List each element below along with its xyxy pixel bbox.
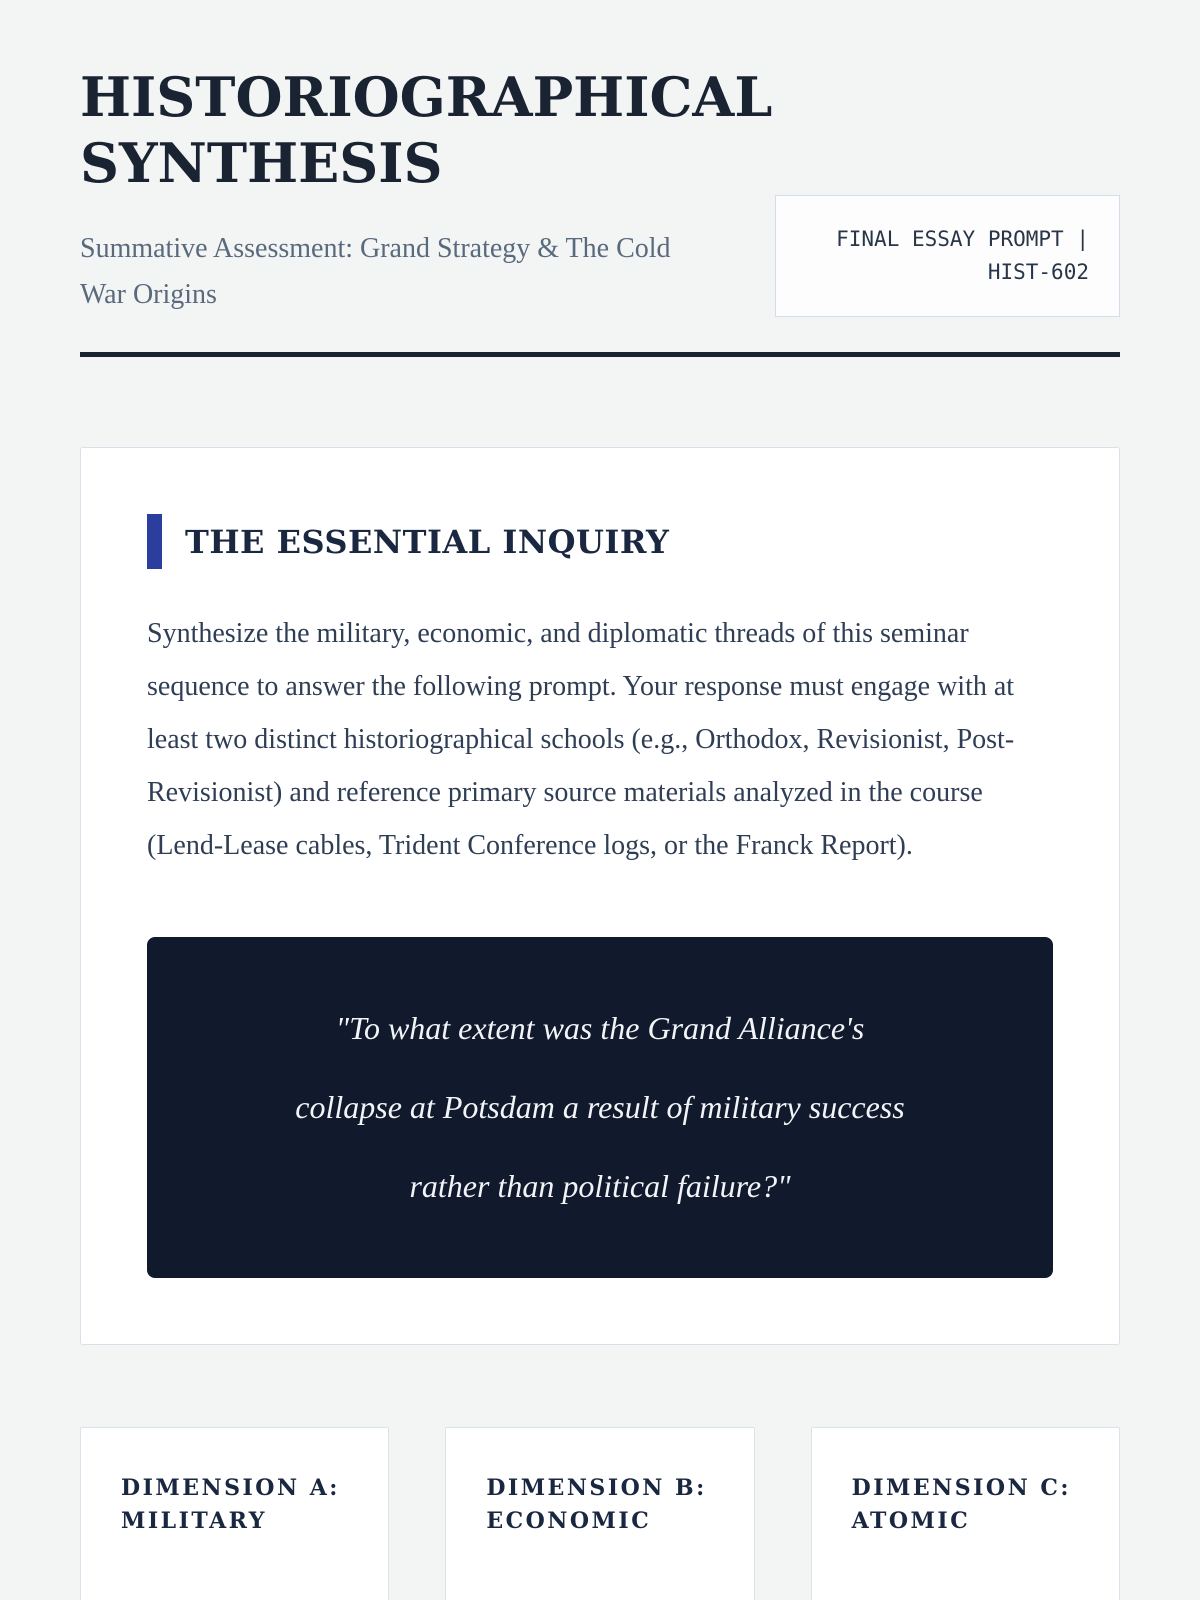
- essay-prompt-page: [80, 64, 1120, 1600]
- dimension-card-c: [811, 1427, 1120, 1600]
- inquiry-heading-row: [147, 514, 1053, 569]
- page-header: [80, 64, 1120, 357]
- essential-inquiry-card: [80, 447, 1120, 1345]
- inquiry-body-text: Synthesize the military, economic, and diplomatic threads of this seminar sequence to answer the following prompt. Your response must engage with at least two distinct historiographical schools (e.g., Orthodox, Revisionist, Post-Revisionist) and reference primary source materials analyzed in the course (Lend-Lease cables, Trident Conference logs, or the Franck Report).: [147, 618, 1015, 861]
- dimension-card-a: [80, 1427, 389, 1600]
- essay-quote-box: [147, 937, 1053, 1278]
- quote-line-1: "To what extent was the Grand Alliance's: [335, 1010, 865, 1046]
- page-subtitle: Summative Assessment: Grand Strategy & The Cold War Origins: [80, 233, 671, 310]
- page-title: HISTORIOGRAPHICAL SYNTHESIS: [80, 65, 773, 195]
- dimension-b-title: DIMENSION B: ECONOMIC: [486, 1475, 707, 1534]
- quote-line-2: collapse at Potsdam a result of military success: [295, 1089, 905, 1125]
- dimension-c-title: DIMENSION C: ATOMIC: [851, 1475, 1071, 1534]
- dimension-cards-row: [80, 1427, 1120, 1600]
- badge-line-2: HIST-602: [987, 260, 1089, 284]
- badge-line-1: FINAL ESSAY PROMPT |: [836, 227, 1089, 251]
- header-divider: [80, 352, 1120, 357]
- inquiry-heading: THE ESSENTIAL INQUIRY: [185, 522, 670, 561]
- dimension-card-b: [445, 1427, 754, 1600]
- dimension-a-title: DIMENSION A: MILITARY: [121, 1475, 340, 1534]
- quote-line-3: rather than political failure?": [409, 1168, 791, 1204]
- course-badge: [775, 195, 1120, 317]
- accent-bar: [147, 514, 162, 569]
